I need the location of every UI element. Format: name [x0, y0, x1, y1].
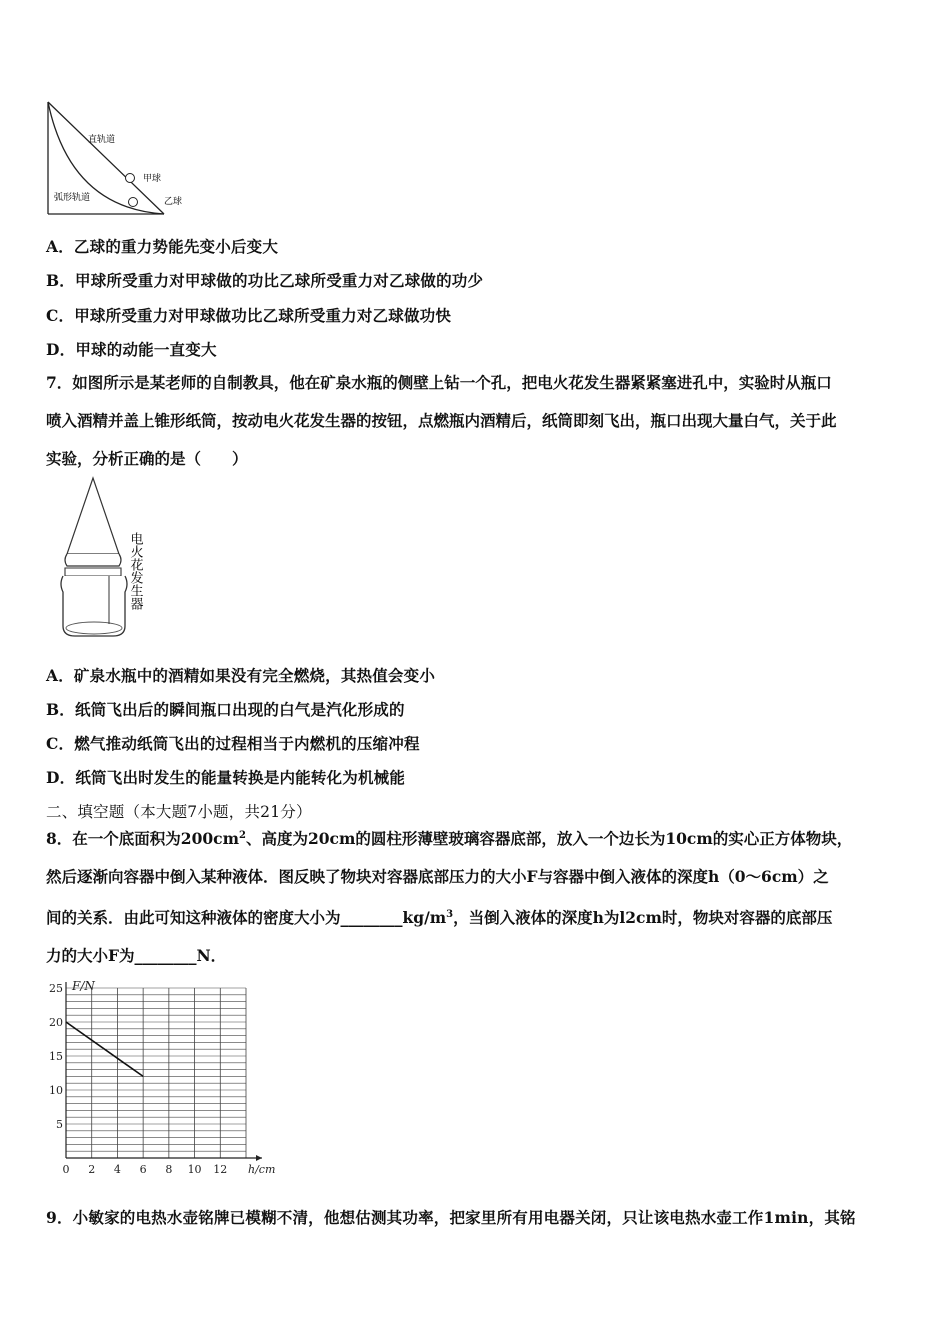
q8-stem-line — [46, 896, 908, 937]
q7-stem-line: 实验，分析正确的是（ ） — [46, 449, 248, 468]
q8-stem-line — [46, 817, 908, 858]
y-tick-label: 15 — [49, 1050, 63, 1063]
ball-b-label: 乙球 — [164, 197, 183, 207]
q9-stem: 9．小敏家的电热水壶铭牌已模糊不清，他想估测其功率，把家里所有用电器关闭，只让该电热水壶工作1min，其铭 — [46, 1208, 856, 1227]
q6-option-d: D．甲球的动能一直变大 — [46, 340, 217, 359]
q6-option-a: A．乙球的重力势能先变小后变大 — [46, 237, 279, 256]
y-tick-label: 5 — [56, 1118, 63, 1131]
q7-option-d: D．纸筒飞出时发生的能量转换是内能转化为机械能 — [46, 768, 406, 787]
ball-b — [129, 198, 138, 207]
q8-superscript: 2 — [238, 830, 246, 841]
bottle-figure — [55, 476, 155, 646]
q7-stem — [46, 364, 908, 478]
q8-text: 间的关系．由此可知这种液体的密度大小为________kg/m — [46, 908, 447, 928]
ball-a-label: 甲球 — [143, 174, 162, 184]
q8-superscript: 3 — [446, 909, 454, 921]
x-axis-label: h/cm — [248, 1163, 276, 1176]
bottle-body — [61, 576, 127, 636]
q8-text: ，当倒入液体的深度h为l2cm时，物块对容器的底部压 — [453, 908, 833, 928]
force-depth-chart — [40, 972, 280, 1182]
ball-a — [126, 174, 135, 183]
q8-text: 、高度为20cm的圆柱形薄壁玻璃容器底部，放入一个边长为10cm的实心正方体物块， — [245, 829, 853, 849]
q8-stem-line: 力的大小F为________N． — [46, 946, 227, 966]
x-tick-label: 4 — [113, 1163, 121, 1176]
x-tick-label: 2 — [88, 1163, 96, 1176]
q7-stem-line: 喷入酒精并盖上锥形纸筒，按动电火花发生器的按钮，点燃瓶内酒精后，纸筒即刻飞出，瓶口出现大量白气，关于此 — [46, 411, 837, 430]
x-tick-label: 8 — [165, 1163, 173, 1176]
q6-option-c: C．甲球所受重力对甲球做功比乙球所受重力对乙球做功快 — [46, 306, 452, 325]
arc-track-label: 弧形轨道 — [54, 193, 91, 203]
bottle-ring — [65, 568, 121, 576]
spark-generator-label: 电火花发生器 — [127, 532, 143, 610]
q7-stem-line: 7．如图所示是某老师的自制教具，他在矿泉水瓶的侧壁上钻一个孔，把电火花发生器紧紧塞进孔中，实验时从瓶口 — [46, 373, 832, 392]
straight-track-label: 直轨道 — [88, 135, 116, 145]
x-tick-label: 6 — [139, 1163, 147, 1176]
y-tick-label: 10 — [49, 1084, 63, 1097]
q8-stem — [46, 817, 908, 975]
y-axis-label: F/N — [72, 979, 95, 993]
bottle-neck — [65, 554, 121, 566]
section-heading: 二、填空题（本大题7小题，共21分） — [46, 803, 312, 821]
paper-cone — [67, 478, 119, 554]
y-tick-label: 25 — [49, 982, 63, 995]
track-figure — [40, 98, 200, 220]
x-tick-label: 10 — [187, 1163, 202, 1176]
q7-option-a: A．矿泉水瓶中的酒精如果没有完全燃烧，其热值会变小 — [46, 666, 436, 685]
q8-stem-line: 然后逐渐向容器中倒入某种液体．图反映了物块对容器底部压力的大小F与容器中倒入液体的深度h（0～6cm）之 — [46, 867, 829, 887]
q7-option-c: C．燃气推动纸筒飞出的过程相当于内燃机的压缩冲程 — [46, 734, 420, 753]
x-axis-arrow — [256, 1155, 262, 1161]
q8-text: 8．在一个底面积为200cm — [46, 829, 239, 849]
y-tick-label: 20 — [49, 1016, 63, 1029]
q7-option-b: B．纸筒飞出后的瞬间瓶口出现的白气是汽化形成的 — [46, 700, 405, 719]
x-tick-label: 0 — [62, 1163, 70, 1176]
q6-option-b: B．甲球所受重力对甲球做的功比乙球所受重力对乙球做的功少 — [46, 271, 484, 290]
x-tick-label: 12 — [213, 1163, 228, 1176]
